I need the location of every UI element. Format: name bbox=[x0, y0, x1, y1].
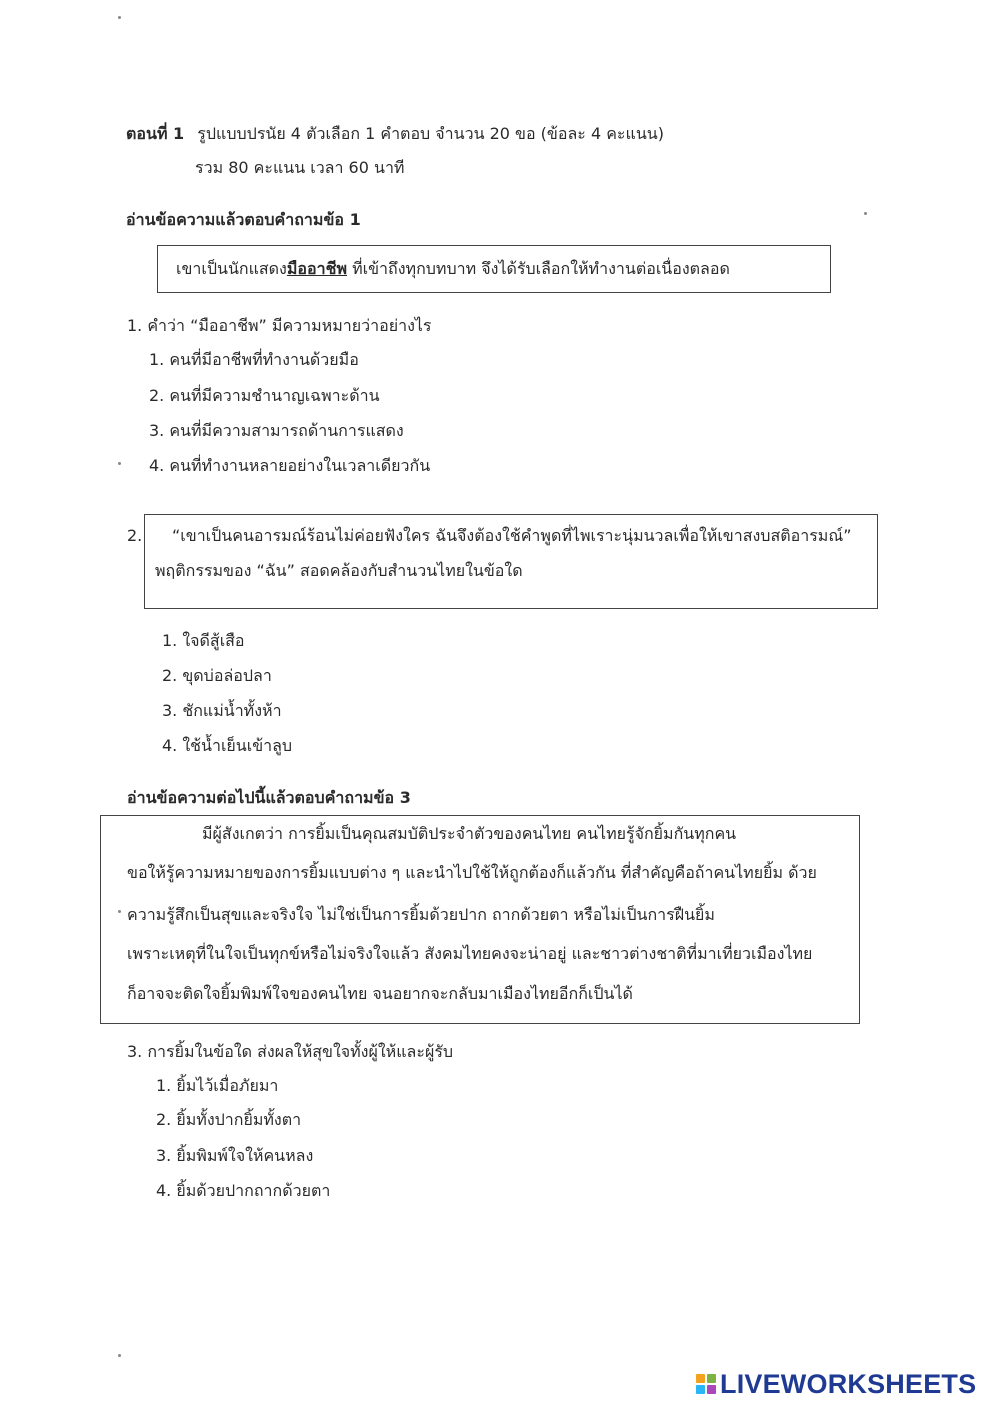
q3-option-2[interactable]: 2. ยิ้มทั้งปากยิ้มทั้งตา bbox=[156, 1110, 302, 1129]
logo-square bbox=[696, 1385, 705, 1394]
q2-number: 2. bbox=[127, 526, 143, 545]
q2-option-3[interactable]: 3. ชักแม่น้ำทั้งห้า bbox=[162, 701, 282, 720]
q3-option-3[interactable]: 3. ยิ้มพิมพ์ใจให้คนหลง bbox=[156, 1146, 314, 1165]
passage-3-line-1: มีผู้สังเกตว่า การยิ้มเป็นคุณสมบัติประจำตัวของคนไทย คนไทยรู้จักยิ้มกันทุกคน bbox=[202, 824, 737, 843]
scan-speck bbox=[864, 212, 867, 215]
scan-speck bbox=[118, 462, 121, 465]
q3-option-4[interactable]: 4. ยิ้มด้วยปากถากด้วยตา bbox=[156, 1181, 331, 1200]
passage-3-line-4: เพราะเหตุที่ในใจเป็นทุกข์หรือไม่จริงใจแล้ว สังคมไทยคงจะน่าอยู่ และชาวต่างชาติที่มาเที่ยวเมืองไทย bbox=[127, 944, 813, 963]
passage-1-pre: เขาเป็นนักแสดง bbox=[176, 259, 287, 278]
part-description-2: รวม 80 คะแนน เวลา 60 นาที bbox=[195, 158, 405, 177]
section1-instruction: อ่านข้อความแล้วตอบคำถามข้อ 1 bbox=[126, 210, 361, 229]
q1-question: 1. คำว่า “มืออาชีพ” มีความหมายว่าอย่างไร bbox=[127, 316, 432, 335]
q3-question: 3. การยิ้มในข้อใด ส่งผลให้สุขใจทั้งผู้ให้และผู้รับ bbox=[127, 1042, 454, 1061]
liveworksheets-brand bbox=[696, 1368, 976, 1400]
scan-speck bbox=[118, 16, 121, 19]
q1-option-4[interactable]: 4. คนที่ทำงานหลายอย่างในเวลาเดียวกัน bbox=[149, 456, 431, 475]
passage-3-line-2: ขอให้รู้ความหมายของการยิ้มแบบต่าง ๆ และนำไปใช้ให้ถูกต้องก็แล้วกัน ที่สำคัญคือถ้าคนไทยยิ้ม ด้วย bbox=[127, 863, 817, 882]
passage-3-line-3: ความรู้สึกเป็นสุขและจริงใจ ไม่ใช่เป็นการยิ้มด้วยปาก ถากด้วยตา หรือไม่เป็นการฝืนยิ้ม bbox=[127, 905, 715, 924]
q2-option-4[interactable]: 4. ใช้น้ำเย็นเข้าลูบ bbox=[162, 736, 293, 755]
q3-option-1[interactable]: 1. ยิ้มไว้เมื่อภัยมา bbox=[156, 1076, 279, 1095]
q1-option-2[interactable]: 2. คนที่มีความชำนาญเฉพาะด้าน bbox=[149, 386, 380, 405]
logo-square bbox=[707, 1374, 716, 1383]
q2-option-2[interactable]: 2. ขุดบ่อล่อปลา bbox=[162, 666, 272, 685]
q2-line-1: “เขาเป็นคนอารมณ์ร้อนไม่ค่อยฟังใคร ฉันจึงต้องใช้คำพูดที่ไพเราะนุ่มนวลเพื่อให้เขาสงบสติอารมณ์” bbox=[172, 526, 852, 545]
q2-line-2: พฤติกรรมของ “ฉัน” สอดคล้องกับสำนวนไทยในข้อใด bbox=[155, 561, 523, 580]
passage-1-post: ที่เข้าถึงทุกบทบาท จึงได้รับเลือกให้ทำงานต่อเนื่องตลอด bbox=[347, 259, 730, 278]
passage-3-line-5: ก็อาจจะติดใจยิ้มพิมพ์ใจของคนไทย จนอยากจะกลับมาเมืองไทยอีกก็เป็นได้ bbox=[127, 984, 633, 1003]
passage-1-keyword: มืออาชีพ bbox=[286, 259, 348, 278]
scan-speck bbox=[118, 1354, 121, 1357]
passage-1-text bbox=[176, 259, 730, 279]
scan-speck bbox=[118, 910, 121, 913]
logo-square bbox=[707, 1385, 716, 1394]
liveworksheets-logo-icon bbox=[696, 1374, 716, 1394]
logo-square bbox=[696, 1374, 705, 1383]
part-header bbox=[126, 124, 664, 144]
brand-name: LIVEWORKSHEETS bbox=[720, 1368, 977, 1399]
part-description: รูปแบบปรนัย 4 ตัวเลือก 1 คำตอบ จำนวน 20 ขอ (ข้อละ 4 คะแนน) bbox=[197, 124, 664, 143]
q1-option-3[interactable]: 3. คนที่มีความสามารถด้านการแสดง bbox=[149, 421, 404, 440]
q1-option-1[interactable]: 1. คนที่มีอาชีพที่ทำงานด้วยมือ bbox=[149, 350, 359, 369]
section3-instruction: อ่านข้อความต่อไปนี้แล้วตอบคำถามข้อ 3 bbox=[127, 788, 411, 807]
q2-option-1[interactable]: 1. ใจดีสู้เสือ bbox=[162, 631, 245, 650]
part-label: ตอนที่ 1 bbox=[126, 124, 185, 143]
